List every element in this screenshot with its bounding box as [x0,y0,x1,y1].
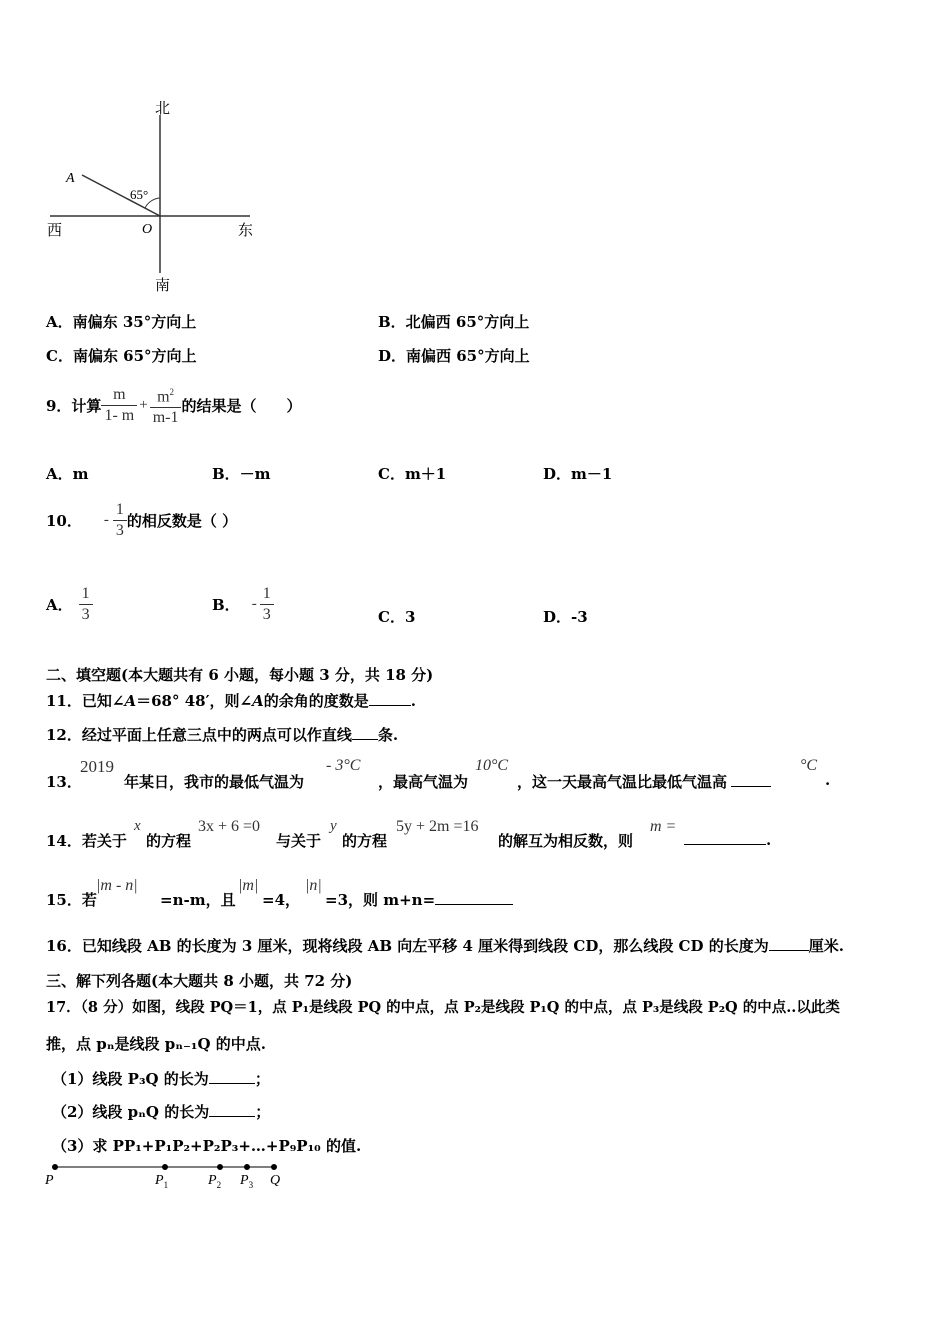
q9-fraction-1 [101,385,137,426]
compass-diagram [40,95,270,300]
q14-text-d: 的方程 [342,832,388,850]
q14-var-y: y [330,818,337,834]
q8-option-a: A．南偏东 35°方向上 [46,313,197,331]
q17-part-1-end: ； [254,1070,270,1088]
q10-option-b-denominator: 3 [260,604,274,625]
q9-f2-base: m [157,388,170,406]
q14-answer [684,830,771,849]
segment-diagram [40,1158,300,1196]
q9-f1-denominator: 1- m [101,405,137,426]
point-p1 [162,1164,168,1170]
q9-f1-numerator: m [113,385,126,403]
q14-equation-1: 3x + 6 =0 [198,818,261,835]
q10-option-a-label: A． [46,595,73,614]
q17-part-1-label: （1）线段 P₃Q 的长为 [52,1070,209,1088]
q10-option-b-numerator: 1 [262,584,271,602]
q10-tail: 的相反数是（ ） [126,511,238,530]
point-p3 [244,1164,250,1170]
q13-period: . [825,771,831,789]
q9-option-d: D．m－1 [543,465,613,483]
q11-answer-blank[interactable] [369,691,411,706]
q10-option-a [46,582,93,626]
q13-year: 2019 [80,757,114,776]
ray-oa [82,175,160,216]
south-label: 南 [155,278,171,294]
q13-unit: °C [800,757,818,774]
question-11 [46,690,416,711]
q14-text-e: 的解互为相反数，则 [498,832,634,850]
q11-text-a: 11．已知∠ [46,692,125,710]
q10-option-a-fraction [79,584,93,625]
point-p [52,1164,58,1170]
q14-text-b: 的方程 [146,832,192,850]
q11-text-c: ＝68° 48′，则∠ [136,692,253,710]
q10-option-b-minus: - [251,595,257,612]
q11-text-e: 的余角的度数是 [263,692,369,710]
label-q: Q [270,1173,281,1188]
q16-text-b: 厘米. [808,937,844,955]
q15-text-b: =n-m，且 [160,891,236,909]
q10-denominator: 3 [113,520,127,541]
west-label: 西 [47,223,63,239]
label-p3: $P_3$ [240,1173,254,1190]
q17-line-2: 推，点 pₙ是线段 pₙ₋₁Q 的中点. [46,1035,266,1053]
q13-text-c-label: ，这一天最高气温比最低气温高 [517,773,728,791]
q8-option-c: C．南偏东 65°方向上 [46,347,197,365]
q17-part-2 [52,1101,270,1122]
question-9 [46,383,301,427]
q10-number: 10． [46,511,82,530]
question-12 [46,724,398,745]
q12-answer-blank[interactable] [352,725,378,740]
q12-text-b: 条. [377,726,399,744]
q9-fraction-2 [150,382,182,428]
q10-option-a-numerator: 1 [81,584,90,602]
section-2-heading: 二、填空题(本大题共有 6 小题，每小题 3 分，共 18 分) [46,666,434,684]
q13-number: 13． [46,773,82,791]
q9-number: 9．计算 [46,396,102,415]
q10-numerator: 1 [115,500,124,518]
q15-text-d [325,889,513,910]
q14-answer-blank[interactable] [684,830,766,845]
q17-part-1 [52,1068,270,1089]
q10-option-b-label: B． [212,595,240,614]
label-p2: $P_2$ [208,1173,222,1190]
q10-option-a-denominator: 3 [79,604,93,625]
angle-label: 65° [130,187,149,202]
q10-minus: - [103,511,109,528]
q11-angle-a-2: A [252,692,264,710]
point-p2 [217,1164,223,1170]
q14-text-c: 与关于 [276,832,322,850]
q15-abs-m-minus-n: |m - n| [96,877,138,894]
q13-low-temp: - 3°C [326,757,361,774]
origin-label: O [142,222,153,237]
q9-f2-exponent: 2 [169,386,175,397]
q13-text-a: 年某日，我市的最低气温为 [124,773,305,791]
question-10 [46,498,237,542]
q14-text-a: 14．若关于 [46,832,127,850]
q9-f2-numerator [154,382,177,407]
label-p1: $P_1$ [155,1173,169,1190]
q15-text-c: =4， [262,891,301,909]
q17-part-2-label: （2）线段 pₙQ 的长为 [52,1103,210,1121]
point-q [271,1164,277,1170]
q13-text-b: ，最高气温为 [378,773,469,791]
q16-text-a: 16．已知线段 AB 的长度为 3 厘米，现将线段 AB 向左平移 4 厘米得到线段 CD，那么线段 CD 的长度为 [46,937,769,955]
q9-tail: 的结果是（ ） [181,396,302,415]
q17-part-1-blank[interactable] [209,1069,255,1084]
q15-answer-blank[interactable] [435,890,513,905]
q10-option-b [212,582,274,626]
east-label: 东 [238,223,254,239]
question-16 [46,935,844,956]
q11-angle-a: A [124,692,137,710]
q8-option-b: B．北偏西 65°方向上 [378,313,530,331]
q10-option-c: C．3 [378,608,416,626]
section-3-heading: 三、解下列各题(本大题共 8 小题，共 72 分) [46,972,353,990]
q15-text-d-label: =3，则 m+n= [325,891,436,909]
q14-var-m: m = [650,818,677,835]
q13-text-c [517,771,771,792]
q16-answer-blank[interactable] [769,936,809,951]
q14-equation-2: 5y + 2m =16 [396,818,479,835]
q17-part-2-blank[interactable] [209,1102,255,1117]
q17-part-2-end: ； [255,1103,271,1121]
q9-option-b: B．－m [212,465,271,483]
q10-option-b-fraction [260,584,274,625]
q10-option-d: D．-3 [543,608,588,626]
q15-abs-m: |m| [238,877,259,894]
q13-high-temp: 10°C [475,757,509,774]
q9-f2-denominator: m-1 [150,407,182,428]
north-label: 北 [155,101,171,117]
q17-line-1: 17．（8 分）如图，线段 PQ＝1，点 P₁是线段 PQ 的中点，点 P₂是线段 P₁Q 的中点，点 P₃是线段 P₂Q 的中点..以此类 [46,999,840,1016]
q15-text-a: 15．若 [46,891,97,909]
q14-var-x: x [134,818,141,834]
q12-text-a: 12．经过平面上任意三点中的两点可以作直线 [46,726,352,744]
q17-part-3: （3）求 PP₁+P₁P₂+P₂P₃+…+P₉P₁₀ 的值. [52,1137,362,1155]
q13-answer-blank[interactable] [731,772,771,787]
q15-abs-n: |n| [305,877,322,894]
q11-period: . [410,692,416,710]
q10-fraction [113,500,127,541]
q9-option-a: A．m [46,465,89,483]
point-a-label: A [66,171,75,186]
label-p: P [45,1173,54,1188]
q9-plus: + [139,396,148,413]
q8-option-d: D．南偏西 65°方向上 [378,347,530,365]
q14-period: . [766,831,772,849]
q9-option-c: C．m＋1 [378,465,447,483]
